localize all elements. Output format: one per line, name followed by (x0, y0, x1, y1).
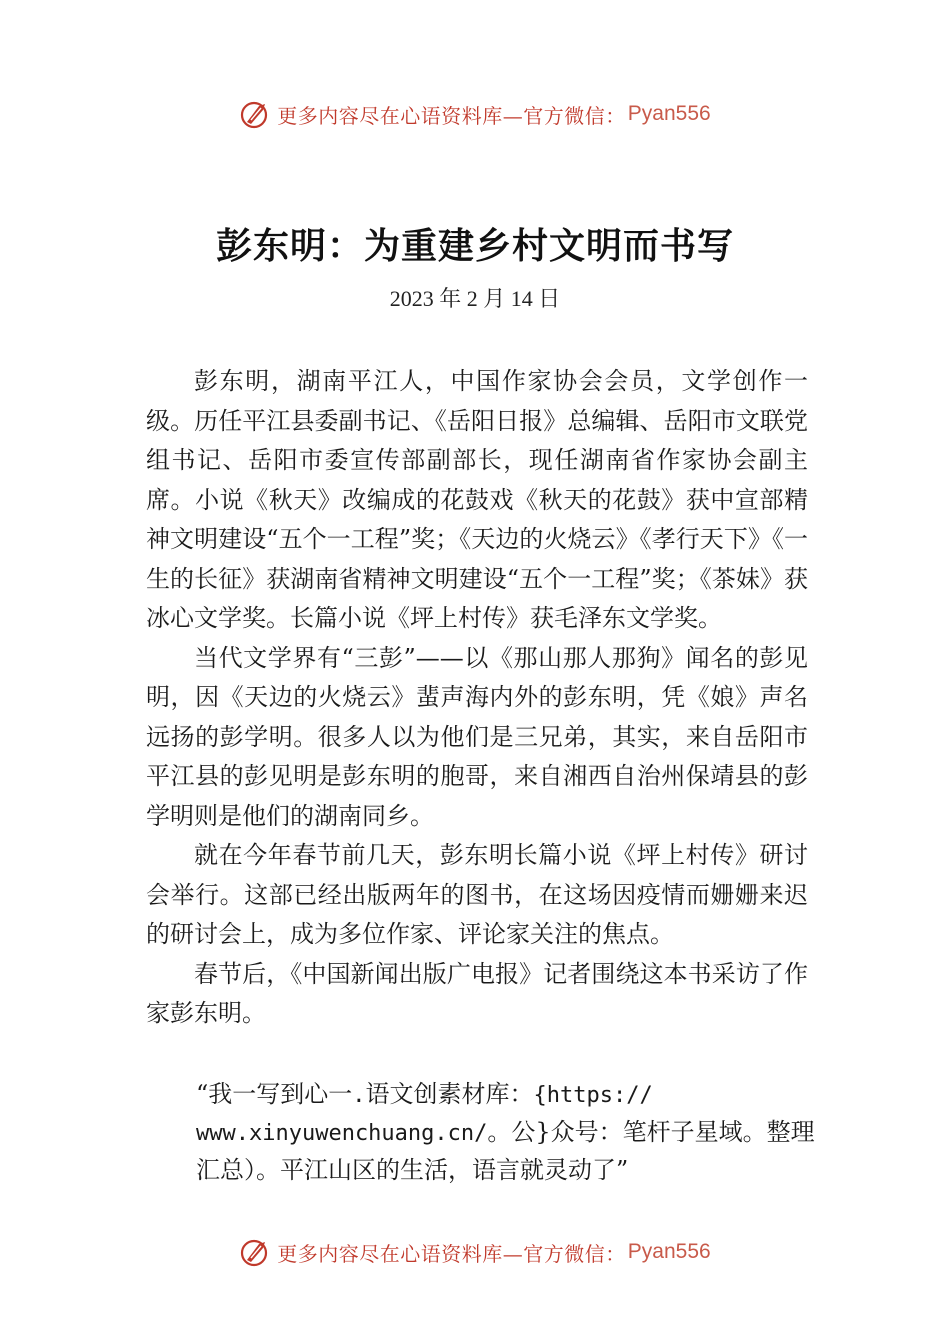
article-body (146, 362, 808, 1034)
paragraph: 彭东明，湖南平江人，中国作家协会会员，文学创作一级。历任平江县委副书记、《岳阳日报》总编辑、岳阳市文联党组书记、岳阳市委宣传部副部长，现任湖南省作家协会副主席。小说《秋天》改编成的花鼓戏《秋天的花鼓》获中宣部精神文明建设“五个一工程”奖；《天边的火烧云》《孝行天下》《一生的长征》获湖南省精神文明建设“五个一工程”奖；《茶妹》获冰心文学奖。长篇小说《坪上村传》获毛泽东文学奖。 (146, 367, 808, 632)
quote-line (196, 1076, 826, 1114)
banner-text: 更多内容尽在心语资料库—官方微信： (277, 103, 626, 128)
quote-text: . (352, 1083, 366, 1108)
header-banner (0, 94, 950, 134)
quote-block (196, 1076, 826, 1188)
footer-banner (0, 1232, 950, 1272)
quote-line (196, 1114, 826, 1152)
quote-text: 。公}众号：笔杆子星域。整理 (487, 1118, 815, 1146)
pen-nib-logo-icon (239, 98, 271, 130)
banner-text: 更多内容尽在心语资料库—官方微信： (277, 1241, 626, 1266)
quote-url: www.xinyuwenchuang.cn/ (196, 1121, 488, 1146)
quote-text: 语文创素材库： (365, 1080, 534, 1108)
banner-wechat-id: Pyan556 (627, 1240, 711, 1263)
article-title: 彭东明：为重建乡村文明而书写 (215, 225, 734, 267)
banner-wechat-id: Pyan556 (627, 102, 711, 125)
article-date: 2023 年 2 月 14 日 (389, 286, 561, 311)
paragraph: 当代文学界有“三彭”——以《那山那人那狗》闻名的彭见明，因《天边的火烧云》蜚声海内外的彭东明，凭《娘》声名远扬的彭学明。很多人以为他们是三兄弟，其实，来自岳阳市平江县的彭见明是彭东明的胞哥，来自湘西自治州保靖县的彭学明则是他们的湖南同乡。 (146, 643, 808, 830)
quote-url: {https:// (533, 1083, 653, 1108)
pen-nib-logo-icon (239, 1236, 271, 1268)
paragraph: 春节后，《中国新闻出版广电报》记者围绕这本书采访了作家彭东明。 (146, 959, 808, 1027)
quote-line: 汇总）。平江山区的生活，语言就灵动了” (196, 1156, 629, 1184)
quote-text: “我一写到心一 (196, 1080, 353, 1108)
paragraph: 就在今年春节前几天，彭东明长篇小说《坪上村传》研讨会举行。这部已经出版两年的图书，在这场因疫情而姗姗来迟的研讨会上，成为多位作家、评论家关注的焦点。 (146, 841, 808, 948)
